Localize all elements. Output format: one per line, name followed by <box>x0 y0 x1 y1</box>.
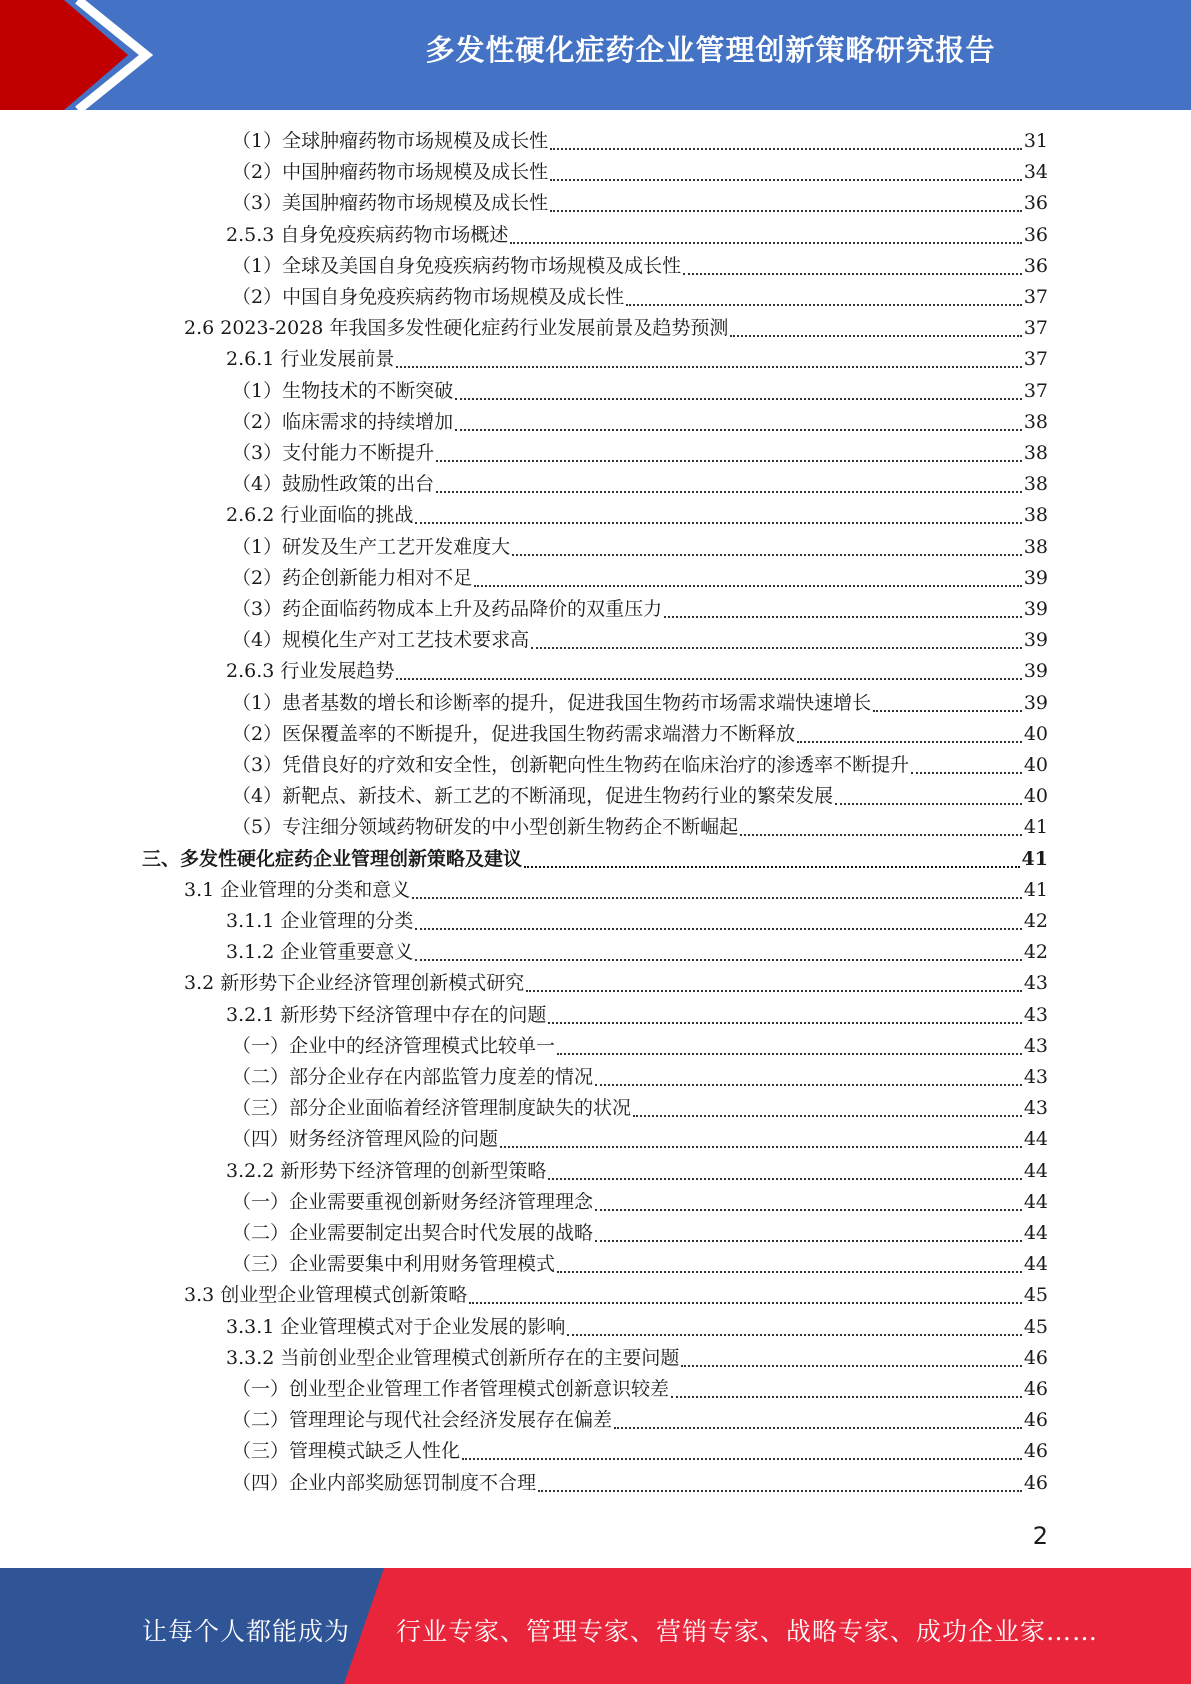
toc-entry[interactable] <box>232 188 1048 218</box>
toc-entry-title: 3.2.2 新形势下经济管理的创新型策略 <box>226 1159 547 1182</box>
toc-entry[interactable] <box>226 1156 1048 1186</box>
toc-entry-title: （一）企业中的经济管理模式比较单一 <box>232 1034 556 1057</box>
toc-entry[interactable] <box>226 1312 1048 1342</box>
toc-entry[interactable] <box>232 1124 1048 1154</box>
toc-leader-dots <box>550 210 1022 212</box>
toc-entry-page: 38 <box>1023 442 1048 464</box>
footer-slogan-right: 行业专家、管理专家、营销专家、战略专家、成功企业家…… <box>396 1617 1099 1646</box>
toc-entry-page: 45 <box>1023 1284 1048 1307</box>
toc-entry-title: （2）药企创新能力相对不足 <box>232 566 473 589</box>
toc-entry-page: 39 <box>1023 629 1048 652</box>
toc-entry[interactable] <box>232 1249 1048 1279</box>
toc-entry[interactable] <box>232 438 1048 468</box>
toc-entry-page: 46 <box>1023 1471 1048 1494</box>
toc-entry-page: 41 <box>1023 816 1048 839</box>
toc-entry[interactable] <box>142 844 1048 874</box>
toc-entry-title: （二）企业需要制定出契合时代发展的战略 <box>232 1222 594 1244</box>
toc-leader-dots <box>412 897 1022 899</box>
toc-entry-page: 40 <box>1023 722 1048 745</box>
toc-entry-page: 42 <box>1023 910 1048 932</box>
toc-entry[interactable] <box>226 906 1048 936</box>
toc-entry-title: 2.6 2023-2028 年我国多发性硬化症药行业发展前景及趋势预测 <box>184 317 729 340</box>
toc-entry[interactable] <box>232 376 1048 406</box>
toc-leader-dots <box>538 1490 1022 1492</box>
toc-entry[interactable] <box>232 563 1048 593</box>
toc-entry-title: （1）生物技术的不断突破 <box>232 379 454 402</box>
toc-entry-page: 44 <box>1023 1159 1048 1182</box>
toc-leader-dots <box>512 554 1022 556</box>
toc-entry[interactable] <box>226 1000 1048 1030</box>
toc-entry-title: （四）企业内部奖励惩罚制度不合理 <box>232 1471 537 1494</box>
toc-entry-title: 3.1.1 企业管理的分类 <box>226 910 414 932</box>
toc-entry[interactable] <box>232 282 1048 312</box>
toc-leader-dots <box>671 1396 1022 1398</box>
toc-entry[interactable] <box>232 625 1048 655</box>
toc-entry[interactable] <box>226 1343 1048 1373</box>
toc-entry-title: （3）药企面临药物成本上升及药品降价的双重压力 <box>232 598 663 620</box>
toc-entry-title: 3.3 创业型企业管理模式创新策略 <box>184 1284 468 1307</box>
toc-leader-dots <box>873 710 1022 712</box>
toc-entry-page: 46 <box>1023 1346 1048 1369</box>
toc-entry-title: （4）鼓励性政策的出台 <box>232 473 435 496</box>
toc-leader-dots <box>567 1334 1021 1336</box>
toc-entry-title: 3.2.1 新形势下经济管理中存在的问题 <box>226 1003 547 1026</box>
toc-leader-dots <box>911 772 1022 774</box>
toc-entry-page: 43 <box>1023 1003 1048 1026</box>
toc-entry-page: 44 <box>1023 1128 1048 1151</box>
toc-entry-title: （1）全球肿瘤药物市场规模及成长性 <box>232 130 549 152</box>
toc-entry-page: 37 <box>1023 379 1048 402</box>
toc-entry[interactable] <box>232 157 1048 187</box>
toc-leader-dots <box>500 1146 1022 1148</box>
toc-entry-page: 46 <box>1023 1440 1048 1463</box>
toc-entry-title: （二）部分企业存在内部监管力度差的情况 <box>232 1066 594 1088</box>
toc-entry-title: 3.1.2 企业管重要意义 <box>226 941 414 964</box>
toc-entry-title: 3.1 企业管理的分类和意义 <box>184 878 411 901</box>
toc-entry-page: 40 <box>1023 754 1048 776</box>
toc-entry[interactable] <box>226 220 1048 250</box>
report-title: 多发性硬化症药企业管理创新策略研究报告 <box>425 33 996 67</box>
toc-entry-title: 2.6.3 行业发展趋势 <box>226 660 395 683</box>
toc-entry-page: 37 <box>1023 317 1048 340</box>
toc-entry[interactable] <box>226 656 1048 686</box>
toc-entry-title: （三）部分企业面临着经济管理制度缺失的状况 <box>232 1097 632 1120</box>
toc-entry[interactable] <box>232 126 1048 156</box>
toc-entry[interactable] <box>232 719 1048 749</box>
toc-entry-title: （2）临床需求的持续增加 <box>232 410 454 433</box>
toc-entry[interactable] <box>232 251 1048 281</box>
toc-entry-title: （4）规模化生产对工艺技术要求高 <box>232 629 530 652</box>
toc-entry-page: 43 <box>1023 972 1048 995</box>
toc-entry-title: （2）中国自身免疫疾病药物市场规模及成长性 <box>232 286 625 308</box>
toc-entry-page: 39 <box>1023 691 1048 714</box>
toc-entry-page: 38 <box>1023 410 1048 433</box>
toc-entry-title: （一）企业需要重视创新财务经济管理理念 <box>232 1190 594 1213</box>
page-number: 2 <box>1032 1522 1048 1550</box>
toc-entry[interactable] <box>232 1405 1048 1435</box>
toc-entry-page: 39 <box>1023 660 1048 683</box>
toc-entry-title: 2.6.2 行业面临的挑战 <box>226 504 414 527</box>
toc-entry-title: （2）医保覆盖率的不断提升，促进我国生物药需求端潜力不断释放 <box>232 722 796 745</box>
toc-leader-dots <box>550 148 1022 150</box>
toc-leader-dots <box>526 990 1022 992</box>
toc-entry-title: 2.6.1 行业发展前景 <box>226 348 395 371</box>
toc-entry[interactable] <box>184 875 1048 905</box>
toc-entry[interactable] <box>232 1062 1048 1092</box>
toc-entry-page: 36 <box>1023 192 1048 215</box>
toc-leader-dots <box>510 242 1021 244</box>
toc-entry-title: （二）管理理论与现代社会经济发展存在偏差 <box>232 1409 613 1432</box>
toc-entry[interactable] <box>184 1280 1048 1310</box>
toc-entry[interactable] <box>184 968 1048 998</box>
toc-entry-title: 3.3.2 当前创业型企业管理模式创新所存在的主要问题 <box>226 1346 680 1369</box>
toc-leader-dots <box>548 1178 1021 1180</box>
toc-entry-page: 38 <box>1023 504 1048 527</box>
toc-leader-dots <box>548 1022 1021 1024</box>
toc-entry-page: 38 <box>1023 473 1048 496</box>
toc-entry-title: （3）美国肿瘤药物市场规模及成长性 <box>232 192 549 215</box>
toc-entry-page: 40 <box>1023 785 1048 808</box>
toc-leader-dots <box>455 398 1022 400</box>
toc-leader-dots <box>740 834 1022 836</box>
toc-leader-dots <box>550 179 1022 181</box>
toc-entry-title: （1）研发及生产工艺开发难度大 <box>232 535 511 558</box>
toc-leader-dots <box>436 460 1022 462</box>
toc-entry-page: 39 <box>1023 566 1048 589</box>
toc-entry[interactable] <box>226 937 1048 967</box>
footer-slogan-left: 让每个人都能成为 <box>142 1617 351 1646</box>
toc-entry-title: 3.2 新形势下企业经济管理创新模式研究 <box>184 972 525 995</box>
toc-entry[interactable] <box>232 469 1048 499</box>
toc-entry-title: （3）凭借良好的疗效和安全性，创新靶向性生物药在临床治疗的渗透率不断提升 <box>232 754 910 776</box>
toc-leader-dots <box>626 304 1022 306</box>
toc-entry[interactable] <box>232 532 1048 562</box>
toc-leader-dots <box>595 1084 1022 1086</box>
toc-entry-title: （四）财务经济管理风险的问题 <box>232 1128 499 1151</box>
page-header <box>0 0 1191 110</box>
toc-entry-title: （4）新靶点、新技术、新工艺的不断涌现，促进生物药行业的繁荣发展 <box>232 785 834 808</box>
toc-entry[interactable] <box>232 594 1048 624</box>
toc-leader-dots <box>557 1053 1022 1055</box>
toc-entry-title: （1）患者基数的增长和诊断率的提升，促进我国生物药市场需求端快速增长 <box>232 691 872 714</box>
toc-leader-dots <box>683 273 1022 275</box>
toc-leader-dots <box>595 1240 1022 1242</box>
toc-entry-title: （2）中国肿瘤药物市场规模及成长性 <box>232 161 549 184</box>
toc-leader-dots <box>415 522 1021 524</box>
toc-entry[interactable] <box>232 781 1048 811</box>
toc-entry-page: 36 <box>1023 254 1048 277</box>
toc-leader-dots <box>664 616 1022 618</box>
toc-leader-dots <box>455 429 1022 431</box>
toc-leader-dots <box>474 585 1022 587</box>
toc-leader-dots <box>531 647 1022 649</box>
page-footer <box>0 1568 1191 1684</box>
toc-entry[interactable] <box>232 1031 1048 1061</box>
toc-leader-dots <box>396 678 1021 680</box>
toc-entry-page: 43 <box>1023 1034 1048 1057</box>
toc-entry[interactable] <box>232 812 1048 842</box>
toc-leader-dots <box>595 1209 1022 1211</box>
toc-entry-page: 39 <box>1023 598 1048 620</box>
toc-entry-page: 44 <box>1023 1190 1048 1213</box>
toc-leader-dots <box>835 803 1022 805</box>
toc-entry-page: 46 <box>1023 1409 1048 1432</box>
toc-leader-dots <box>436 491 1022 493</box>
toc-entry-page: 43 <box>1023 1097 1048 1120</box>
toc-entry-page: 37 <box>1023 286 1048 308</box>
toc-leader-dots <box>797 741 1022 743</box>
toc-leader-dots <box>469 1302 1022 1304</box>
toc-leader-dots <box>396 366 1021 368</box>
toc-leader-dots <box>557 1271 1022 1273</box>
toc-entry[interactable] <box>232 407 1048 437</box>
toc-entry-page: 44 <box>1023 1253 1048 1276</box>
toc-entry[interactable] <box>232 750 1048 780</box>
toc-entry-title: （3）支付能力不断提升 <box>232 442 435 464</box>
toc-entry-page: 41 <box>1021 847 1048 870</box>
toc-entry-title: （三）企业需要集中利用财务管理模式 <box>232 1253 556 1276</box>
toc-leader-dots <box>462 1458 1022 1460</box>
toc-leader-dots <box>524 866 1020 868</box>
toc-entry[interactable] <box>226 344 1048 374</box>
toc-entry[interactable] <box>232 1218 1048 1248</box>
toc-entry[interactable] <box>232 1093 1048 1123</box>
toc-entry-page: 38 <box>1023 535 1048 558</box>
toc-leader-dots <box>681 1365 1021 1367</box>
toc-entry-page: 34 <box>1023 161 1048 184</box>
toc-entry[interactable] <box>232 1187 1048 1217</box>
toc-entry-page: 41 <box>1023 878 1048 901</box>
toc-leader-dots <box>415 959 1021 961</box>
toc-entry-page: 46 <box>1023 1378 1048 1400</box>
toc-entry-title: （三）管理模式缺乏人性化 <box>232 1440 461 1463</box>
toc-leader-dots <box>415 928 1021 930</box>
toc-entry-title: 2.5.3 自身免疫疾病药物市场概述 <box>226 223 509 246</box>
toc-leader-dots <box>730 335 1021 337</box>
toc-entry[interactable] <box>232 1374 1048 1404</box>
toc-entry-title: 三、多发性硬化症药企业管理创新策略及建议 <box>142 847 523 870</box>
toc-leader-dots <box>633 1115 1022 1117</box>
toc-entry-page: 31 <box>1023 130 1048 152</box>
toc-leader-dots <box>614 1427 1022 1429</box>
toc-entry-page: 44 <box>1023 1222 1048 1244</box>
toc-entry-page: 43 <box>1023 1066 1048 1088</box>
toc-entry[interactable] <box>232 688 1048 718</box>
toc-entry-page: 45 <box>1023 1315 1048 1338</box>
toc-entry-page: 37 <box>1023 348 1048 371</box>
toc-entry-title: （1）全球及美国自身免疫疾病药物市场规模及成长性 <box>232 254 682 277</box>
toc-entry-title: （一）创业型企业管理工作者管理模式创新意识较差 <box>232 1378 670 1400</box>
toc-entry[interactable] <box>232 1436 1048 1466</box>
toc-entry[interactable] <box>232 1468 1048 1498</box>
toc-entry-page: 42 <box>1023 941 1048 964</box>
toc-entry-title: （5）专注细分领域药物研发的中小型创新生物药企不断崛起 <box>232 816 739 839</box>
toc-entry[interactable] <box>184 313 1048 343</box>
toc-entry[interactable] <box>226 500 1048 530</box>
toc-entry-page: 36 <box>1023 223 1048 246</box>
toc-entry-title: 3.3.1 企业管理模式对于企业发展的影响 <box>226 1315 566 1338</box>
